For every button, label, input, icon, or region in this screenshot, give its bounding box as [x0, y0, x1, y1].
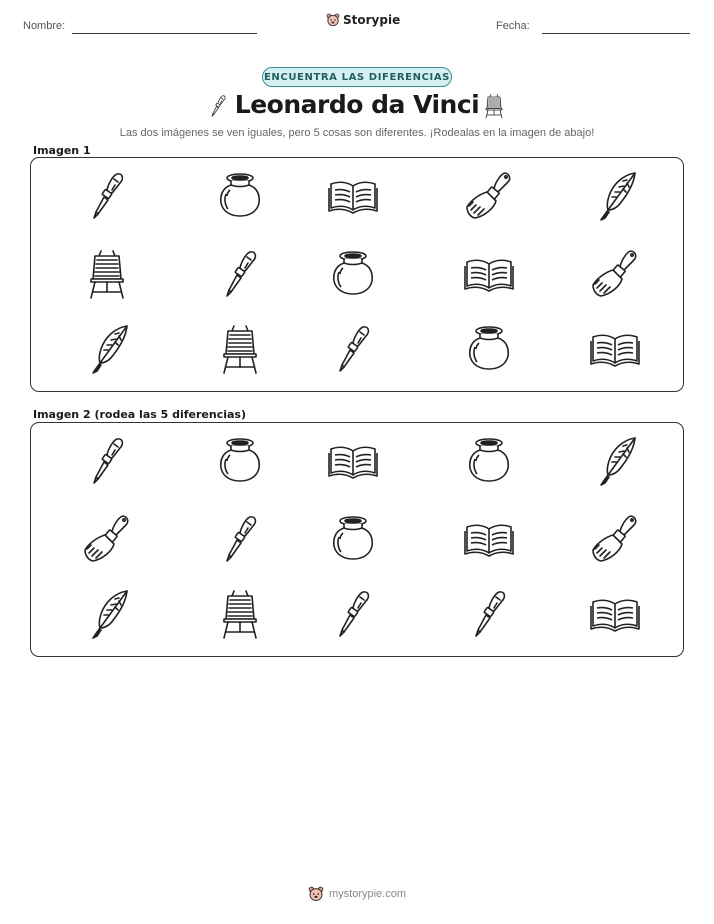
- page-title: Leonardo da Vinci: [234, 90, 480, 119]
- inkpot-icon: [461, 435, 517, 487]
- image2-label: Imagen 2 (rodea las 5 diferencias): [33, 408, 247, 421]
- image2-cell-r1-c4[interactable]: [461, 435, 517, 487]
- easel-icon: [212, 588, 268, 640]
- inkpot-icon: [212, 170, 268, 222]
- image1-cell-r2-c1: [79, 248, 135, 300]
- quill-icon: [587, 435, 643, 487]
- easel-icon: [480, 89, 508, 123]
- wide-brush-icon: [587, 248, 643, 300]
- book-icon: [461, 248, 517, 300]
- image2-cell-r2-c4[interactable]: [461, 513, 517, 565]
- inkpot-icon: [461, 323, 517, 375]
- image2-cell-r1-c1[interactable]: [79, 435, 135, 487]
- paintbrush-icon: [212, 248, 268, 300]
- bear-logo-icon: [326, 13, 340, 27]
- image1-cell-r1-c2: [212, 170, 268, 222]
- image1-cell-r1-c1: [79, 170, 135, 222]
- image2-cell-r2-c5[interactable]: [587, 513, 643, 565]
- worksheet-type-badge: ENCUENTRA LAS DIFERENCIAS: [262, 67, 452, 87]
- instructions: Las dos imágenes se ven iguales, pero 5 cosas son diferentes. ¡Rodealas en la imagen de abajo!: [119, 127, 595, 139]
- image1-cell-r2-c5: [587, 248, 643, 300]
- bear-logo-icon: [308, 886, 324, 902]
- image2-cell-r3-c1[interactable]: [79, 588, 135, 640]
- date-field-line[interactable]: [542, 33, 690, 34]
- brand-name: Storypie: [343, 13, 401, 27]
- paintbrush-icon: [79, 170, 135, 222]
- image2-cell-r3-c4[interactable]: [461, 588, 517, 640]
- inkpot-icon: [325, 513, 381, 565]
- image1-panel: [30, 157, 684, 392]
- date-label: Fecha:: [496, 20, 530, 32]
- image2-cell-r3-c5[interactable]: [587, 588, 643, 640]
- paintbrush-icon: [461, 588, 517, 640]
- image2-cell-r2-c2[interactable]: [212, 513, 268, 565]
- image1-cell-r2-c4: [461, 248, 517, 300]
- image1-cell-r2-c2: [212, 248, 268, 300]
- image2-cell-r1-c2[interactable]: [212, 435, 268, 487]
- paintbrush-icon: [325, 323, 381, 375]
- brand: [326, 13, 400, 27]
- quill-icon: [79, 323, 135, 375]
- image1-cell-r1-c3: [325, 170, 381, 222]
- paintbrush-icon: [79, 435, 135, 487]
- image1-cell-r3-c1: [79, 323, 135, 375]
- image1-label: Imagen 1: [33, 144, 91, 157]
- image2-cell-r3-c2[interactable]: [212, 588, 268, 640]
- image1-cell-r3-c2: [212, 323, 268, 375]
- image1-cell-r1-c5: [587, 170, 643, 222]
- book-icon: [325, 435, 381, 487]
- wide-brush-icon: [79, 513, 135, 565]
- book-icon: [325, 170, 381, 222]
- name-field-line[interactable]: [72, 33, 257, 34]
- image2-cell-r1-c5[interactable]: [587, 435, 643, 487]
- wide-brush-icon: [587, 513, 643, 565]
- image1-cell-r1-c4: [461, 170, 517, 222]
- footer-url[interactable]: mystorypie.com: [328, 888, 407, 900]
- image2-cell-r3-c3[interactable]: [325, 588, 381, 640]
- book-icon: [461, 513, 517, 565]
- image1-cell-r3-c4: [461, 323, 517, 375]
- wide-brush-icon: [461, 170, 517, 222]
- quill-icon: [587, 170, 643, 222]
- image2-cell-r1-c3[interactable]: [325, 435, 381, 487]
- inkpot-icon: [325, 248, 381, 300]
- quill-icon: [79, 588, 135, 640]
- image2-cell-r2-c1[interactable]: [79, 513, 135, 565]
- image1-cell-r2-c3: [325, 248, 381, 300]
- image2-cell-r2-c3[interactable]: [325, 513, 381, 565]
- easel-icon: [79, 248, 135, 300]
- paintbrush-icon: [212, 513, 268, 565]
- inkpot-icon: [212, 435, 268, 487]
- book-icon: [587, 323, 643, 375]
- image1-cell-r3-c3: [325, 323, 381, 375]
- footer: [0, 886, 714, 902]
- easel-icon: [212, 323, 268, 375]
- book-icon: [587, 588, 643, 640]
- name-label: Nombre:: [23, 20, 66, 32]
- image2-panel[interactable]: [30, 422, 684, 657]
- paintbrush-icon: [325, 588, 381, 640]
- image1-cell-r3-c5: [587, 323, 643, 375]
